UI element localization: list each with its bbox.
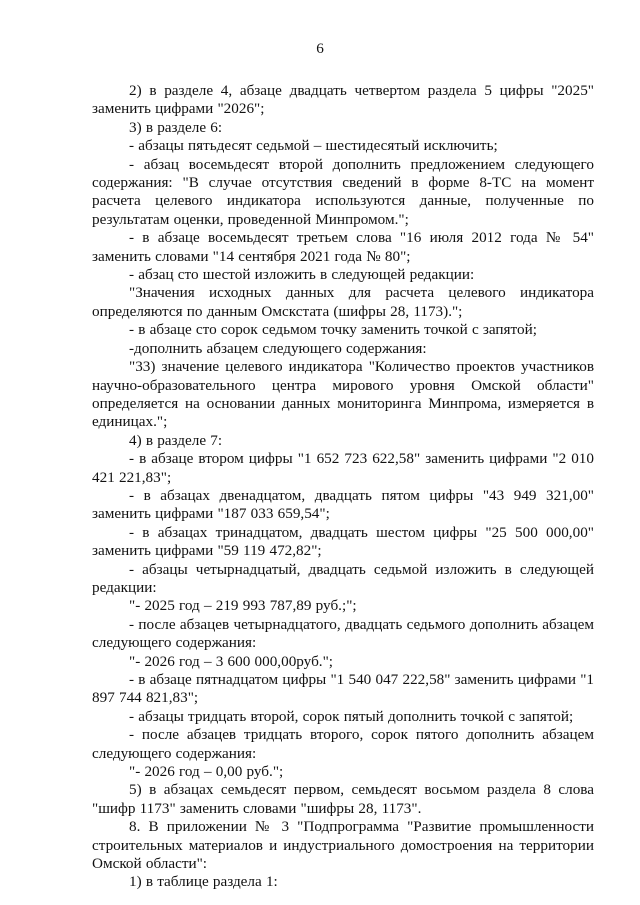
paragraph: "Значения исходных данных для расчета целевого индикатора определяются по данным Омскстата (шифры 28, 1173).";	[92, 284, 594, 320]
paragraph: 3) в разделе 6:	[129, 118, 223, 136]
paragraph: - в абзацах двенадцатом, двадцать пятом цифры "43 949 321,00" заменить цифрами "187 033 659,54";	[92, 486, 594, 523]
paragraph: "- 2026 год – 3 600 000,00руб.";	[129, 652, 334, 670]
paragraph: 2) в разделе 4, абзаце двадцать четвертом раздела 5 цифры "2025" заменить цифрами "2026";	[92, 82, 594, 118]
paragraph: - в абзаце пятнадцатом цифры "1 540 047 222,58" заменить цифрами "1 897 744 821,83";	[92, 671, 594, 707]
paragraph: - в абзаце сто сорок седьмом точку заменить точкой с запятой;	[129, 321, 537, 339]
paragraph: "- 2025 год – 219 993 787,89 руб.;";	[129, 597, 357, 615]
document-body	[92, 82, 594, 892]
paragraph: - после абзацев тридцать второго, сорок пятого дополнить абзацем следующего содержания:	[92, 726, 594, 762]
page-number: 6	[316, 40, 324, 57]
paragraph: - в абзаце втором цифры "1 652 723 622,58" заменить цифрами "2 010 421 221,83";	[92, 450, 594, 486]
paragraph: - абзац сто шестой изложить в следующей редакции:	[129, 266, 475, 284]
paragraph: - абзац восемьдесят второй дополнить предложением следующего содержания: "В случае отсутствия сведений в форме 8-ТС на момент расчета целевого индикатора используются данные, полученные по результатам оценки, проведенной Минпромом.";	[92, 155, 594, 228]
paragraph: "- 2026 год – 0,00 руб.";	[129, 763, 284, 781]
paragraph: - после абзацев четырнадцатого, двадцать седьмого дополнить абзацем следующего содержания:	[92, 615, 594, 652]
paragraph: - в абзацах тринадцатом, двадцать шестом цифры "25 500 000,00" заменить цифрами "59 119 472,82";	[92, 523, 594, 560]
paragraph: - в абзаце восемьдесят третьем слова "16 июля 2012 года № 54" заменить словами "14 сентября 2021 года № 80";	[92, 229, 594, 265]
paragraph: 5) в абзацах семьдесят первом, семьдесят восьмом раздела 8 слова "шифр 1173" заменить словами "шифры 28, 1173".	[92, 781, 594, 817]
paragraph: - абзацы тридцать второй, сорок пятый дополнить точкой с запятой;	[129, 707, 574, 725]
paragraph: 4) в разделе 7:	[129, 431, 223, 449]
paragraph: -дополнить абзацем следующего содержания:	[129, 339, 427, 357]
paragraph: - абзацы пятьдесят седьмой – шестидесятый исключить;	[129, 137, 498, 155]
paragraph: 1) в таблице раздела 1:	[129, 873, 278, 891]
paragraph: 8. В приложении № 3 "Подпрограмма "Развитие промышленности строительных материалов и индустриального домостроения на территории Омской области":	[92, 818, 594, 873]
paragraph: "33) значение целевого индикатора "Количество проектов участников научно-образовательного центра мирового уровня Омской области" определяется на основании данных мониторинга Минпрома, измеряется в единицах.";	[92, 358, 594, 431]
paragraph: - абзацы четырнадцатый, двадцать седьмой изложить в следующей редакции:	[92, 560, 594, 596]
